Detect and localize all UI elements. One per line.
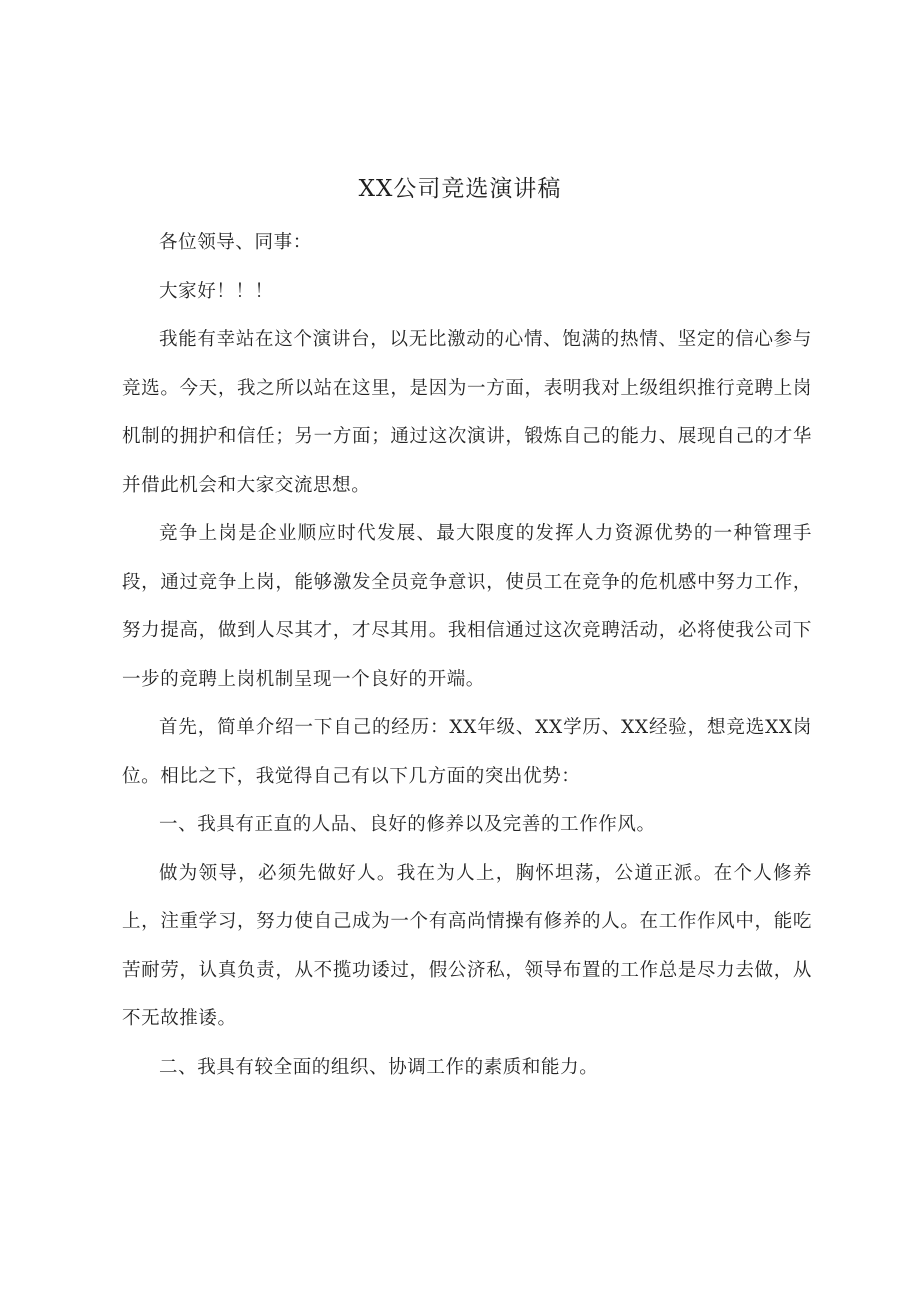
document-body: [122, 219, 812, 1092]
paragraph-background: 首先，简单介绍一下自己的经历：XX年级、XX学历、XX经验，想竞选XX岗位。相比之下，我觉得自己有以下几方面的突出优势：: [122, 717, 812, 787]
greeting: 大家好！！！: [159, 280, 274, 302]
paragraph-competition: 竞争上岗是企业顺应时代发展、最大限度的发挥人力资源优势的一种管理手段，通过竞争上岗，能够激发全员竞争意识，使员工在竞争的危机感中努力工作，努力提高，做到人尽其才，才尽其用。我相信通过这次竞聘活动，必将使我公司下一步的竞聘上岗机制呈现一个良好的开端。: [122, 523, 812, 690]
section-heading-2: 二、我具有较全面的组织、协调工作的素质和能力。: [159, 1056, 599, 1078]
paragraph-introduction: 我能有幸站在这个演讲台，以无比激动的心情、饱满的热情、坚定的信心参与竞选。今天，我之所以站在这里，是因为一方面，表明我对上级组织推行竞聘上岗机制的拥护和信任；另一方面；通过这次演讲，锻炼自己的能力、展现自己的才华并借此机会和大家交流思想。: [122, 329, 812, 496]
salutation: 各位领导、同事：: [159, 232, 312, 253]
paragraph-character: 做为领导，必须先做好人。我在为人上，胸怀坦荡，公道正派。在个人修养上，注重学习，努力使自己成为一个有高尚情操有修养的人。在工作作风中，能吃苦耐劳，认真负责，从不揽功诿过，假公济私，领导布置的工作总是尽力去做，从不无故推诿。: [122, 862, 812, 1029]
document-title: XX公司竞选演讲稿: [358, 176, 562, 202]
section-heading-1: 一、我具有正直的人品、良好的修养以及完善的工作作风。: [159, 814, 656, 835]
